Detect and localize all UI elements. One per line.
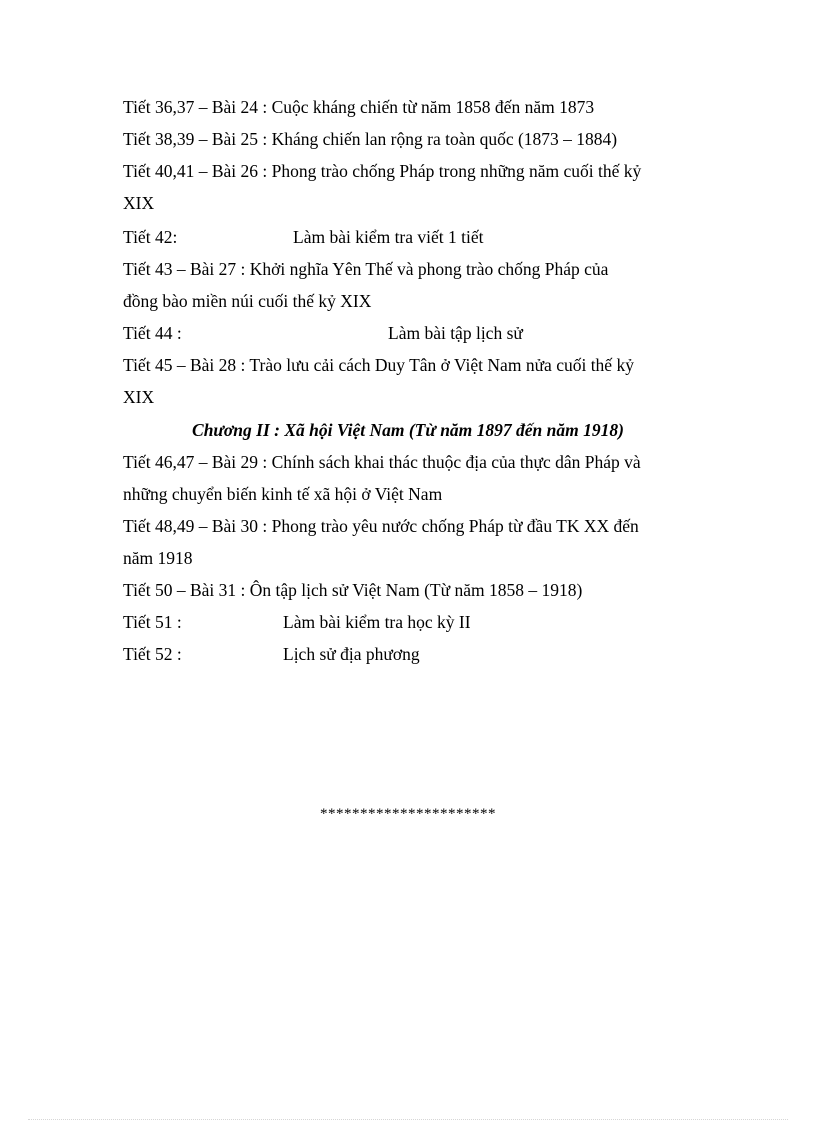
lesson-line-continuation: đồng bào miền núi cuối thế kỷ XIX	[123, 291, 372, 311]
lesson-text: Làm bài tập lịch sử	[388, 323, 523, 343]
lesson-line: Tiết 40,41 – Bài 26 : Phong trào chống Pháp trong những năm cuối thế kỷ	[123, 161, 642, 181]
lesson-line-continuation: XIX	[123, 193, 155, 213]
lesson-line: Tiết 45 – Bài 28 : Trào lưu cải cách Duy Tân ở Việt Nam nửa cuối thế kỷ	[123, 355, 634, 375]
lesson-label: Tiết 52 :	[123, 644, 182, 664]
lesson-label: Tiết 51 :	[123, 612, 182, 632]
lesson-label: Tiết 44 :	[123, 323, 182, 343]
lesson-line-continuation: XIX	[123, 387, 155, 407]
lesson-line: Tiết 43 – Bài 27 : Khởi nghĩa Yên Thế và phong trào chống Pháp của	[123, 259, 609, 279]
lesson-line: Tiết 48,49 – Bài 30 : Phong trào yêu nước chống Pháp từ đầu TK XX đến	[123, 516, 639, 536]
lesson-line-continuation: những chuyển biến kinh tế xã hội ở Việt Nam	[123, 484, 443, 504]
lesson-text: Làm bài kiểm tra học kỳ II	[283, 612, 471, 632]
chapter-heading: Chương II : Xã hội Việt Nam (Từ năm 1897 đến năm 1918)	[192, 420, 624, 440]
lesson-line	[123, 226, 703, 248]
lesson-text: Lịch sử địa phương	[283, 644, 420, 664]
lesson-line: Tiết 38,39 – Bài 25 : Kháng chiến lan rộng ra toàn quốc (1873 – 1884)	[123, 129, 618, 149]
lesson-line: Tiết 36,37 – Bài 24 : Cuộc kháng chiến từ năm 1858 đến năm 1873	[123, 97, 595, 117]
lesson-label: Tiết 42:	[123, 227, 178, 247]
lesson-line-continuation: năm 1918	[123, 548, 193, 568]
lesson-line	[123, 322, 703, 344]
lesson-line: Tiết 50 – Bài 31 : Ôn tập lịch sử Việt Nam (Từ năm 1858 – 1918)	[123, 580, 583, 600]
lesson-line	[123, 643, 703, 665]
lesson-line	[123, 611, 703, 633]
separator-stars: **********************	[320, 806, 496, 822]
lesson-text: Làm bài kiểm tra viết 1 tiết	[293, 227, 484, 247]
page-bottom-divider	[28, 1119, 788, 1120]
lesson-line: Tiết 46,47 – Bài 29 : Chính sách khai thác thuộc địa của thực dân Pháp và	[123, 452, 641, 472]
